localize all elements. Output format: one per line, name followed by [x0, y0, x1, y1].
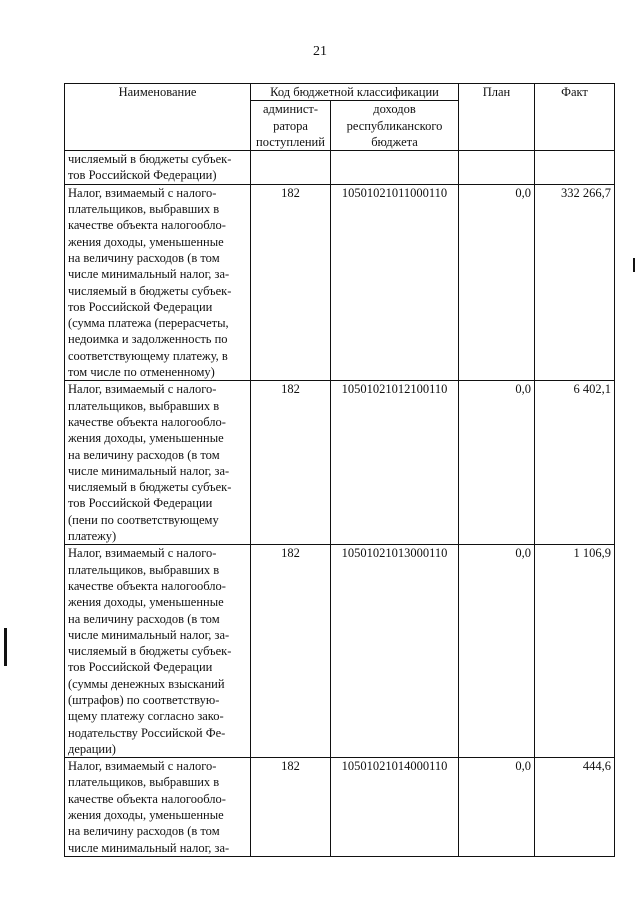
- cell-name-line: числе минимальный налог, за-: [68, 840, 230, 855]
- cell-name-line: жения доходы, уменьшенные: [68, 595, 224, 610]
- cell-admin: 182: [251, 545, 331, 758]
- header-income: [331, 101, 459, 151]
- cell-name-line: (сумма платежа (перерасчеты,: [68, 316, 229, 331]
- table-row: [65, 381, 615, 545]
- cell-name-line: числе минимальный налог, за-: [68, 267, 230, 282]
- cell-name-line: числе минимальный налог, за-: [68, 463, 230, 478]
- cell-name-line: (пени по соответствующему: [68, 512, 219, 527]
- scan-mark-left: [4, 628, 7, 666]
- cell-name-line: нодательству Российской Фе-: [68, 725, 226, 740]
- cell-name-line: Налог, взимаемый с налого-: [68, 759, 217, 774]
- cell-fact: [535, 151, 615, 185]
- cell-name-line: на величину расходов (в том: [68, 447, 220, 462]
- table-row: [65, 758, 615, 857]
- cell-admin: 182: [251, 758, 331, 857]
- cell-admin: 182: [251, 381, 331, 545]
- cell-name: [65, 184, 251, 381]
- cell-name-line: на величину расходов (в том: [68, 250, 220, 265]
- cell-admin: [251, 151, 331, 185]
- page-number: 21: [313, 44, 327, 59]
- cell-name-line: плательщиков, выбравших в: [68, 775, 220, 790]
- cell-name-line: качестве объекта налогообло-: [68, 414, 226, 429]
- cell-name-line: том числе по отмененному): [68, 365, 215, 380]
- cell-name-line: (суммы денежных взысканий: [68, 676, 225, 691]
- budget-table: [64, 83, 615, 857]
- cell-plan: 0,0: [459, 758, 535, 857]
- cell-name-line: Налог, взимаемый с налого-: [68, 185, 217, 200]
- header-name: Наименование: [65, 84, 251, 151]
- cell-name-line: тов Российской Федерации): [68, 168, 217, 183]
- cell-code: 10501021013000110: [331, 545, 459, 758]
- cell-name-line: щему платежу согласно зако-: [68, 709, 224, 724]
- cell-name: [65, 151, 251, 185]
- cell-name-line: на величину расходов (в том: [68, 611, 220, 626]
- cell-code: 10501021014000110: [331, 758, 459, 857]
- header-admin: [251, 101, 331, 151]
- cell-name-line: Налог, взимаемый с налого-: [68, 546, 217, 561]
- cell-name-line: недоимка и задолженность по: [68, 332, 228, 347]
- cell-name-line: на величину расходов (в том: [68, 824, 220, 839]
- cell-name-line: жения доходы, уменьшенные: [68, 808, 224, 823]
- cell-plan: 0,0: [459, 184, 535, 381]
- cell-name-line: плательщиков, выбравших в: [68, 202, 220, 217]
- cell-fact: 444,6: [535, 758, 615, 857]
- table-row: [65, 151, 615, 185]
- cell-name-line: Налог, взимаемый с налого-: [68, 382, 217, 397]
- cell-name-line: числяемый в бюджеты субъек-: [68, 152, 232, 167]
- header-income-line: доходов: [373, 102, 416, 117]
- cell-plan: 0,0: [459, 545, 535, 758]
- cell-name-line: качестве объекта налогообло-: [68, 791, 226, 806]
- cell-name: [65, 381, 251, 545]
- header-income-line: бюджета: [371, 134, 418, 149]
- cell-fact: 1 106,9: [535, 545, 615, 758]
- cell-name-line: плательщиков, выбравших в: [68, 562, 220, 577]
- header-fact: Факт: [535, 84, 615, 151]
- header-plan: План: [459, 84, 535, 151]
- table-row: [65, 545, 615, 758]
- cell-name-line: числе минимальный налог, за-: [68, 627, 230, 642]
- cell-name-line: числяемый в бюджеты субъек-: [68, 283, 232, 298]
- cell-name-line: числяемый в бюджеты субъек-: [68, 480, 232, 495]
- table-header-row: [65, 84, 615, 101]
- cell-name-line: соответствующему платежу, в: [68, 348, 228, 363]
- cell-plan: 0,0: [459, 381, 535, 545]
- cell-plan: [459, 151, 535, 185]
- cell-name-line: дерации): [68, 741, 116, 756]
- cell-code: 10501021011000110: [331, 184, 459, 381]
- cell-fact: 6 402,1: [535, 381, 615, 545]
- cell-name: [65, 758, 251, 857]
- cell-code: [331, 151, 459, 185]
- cell-name-line: качестве объекта налогообло-: [68, 218, 226, 233]
- cell-name: [65, 545, 251, 758]
- cell-name-line: тов Российской Федерации: [68, 496, 213, 511]
- cell-name-line: тов Российской Федерации: [68, 660, 213, 675]
- cell-name-line: качестве объекта налогообло-: [68, 578, 226, 593]
- cell-name-line: плательщиков, выбравших в: [68, 398, 220, 413]
- cell-fact: 332 266,7: [535, 184, 615, 381]
- cell-name-line: тов Российской Федерации: [68, 299, 213, 314]
- cell-code: 10501021012100110: [331, 381, 459, 545]
- cell-name-line: платежу): [68, 529, 117, 544]
- header-income-line: республиканского: [346, 118, 443, 133]
- header-admin-line: админист-: [262, 102, 319, 117]
- table-body: [65, 151, 615, 857]
- header-admin-line: ратора: [273, 118, 308, 133]
- header-admin-line: поступлений: [256, 134, 325, 149]
- cell-name-line: жения доходы, уменьшенные: [68, 431, 224, 446]
- cell-name-line: (штрафов) по соответствую-: [68, 692, 220, 707]
- cell-name-line: жения доходы, уменьшенные: [68, 234, 224, 249]
- scan-mark-right: [633, 258, 635, 272]
- cell-name-line: числяемый в бюджеты субъек-: [68, 644, 232, 659]
- table-row: [65, 184, 615, 381]
- cell-admin: 182: [251, 184, 331, 381]
- header-code-group: Код бюджетной классификации: [251, 84, 459, 101]
